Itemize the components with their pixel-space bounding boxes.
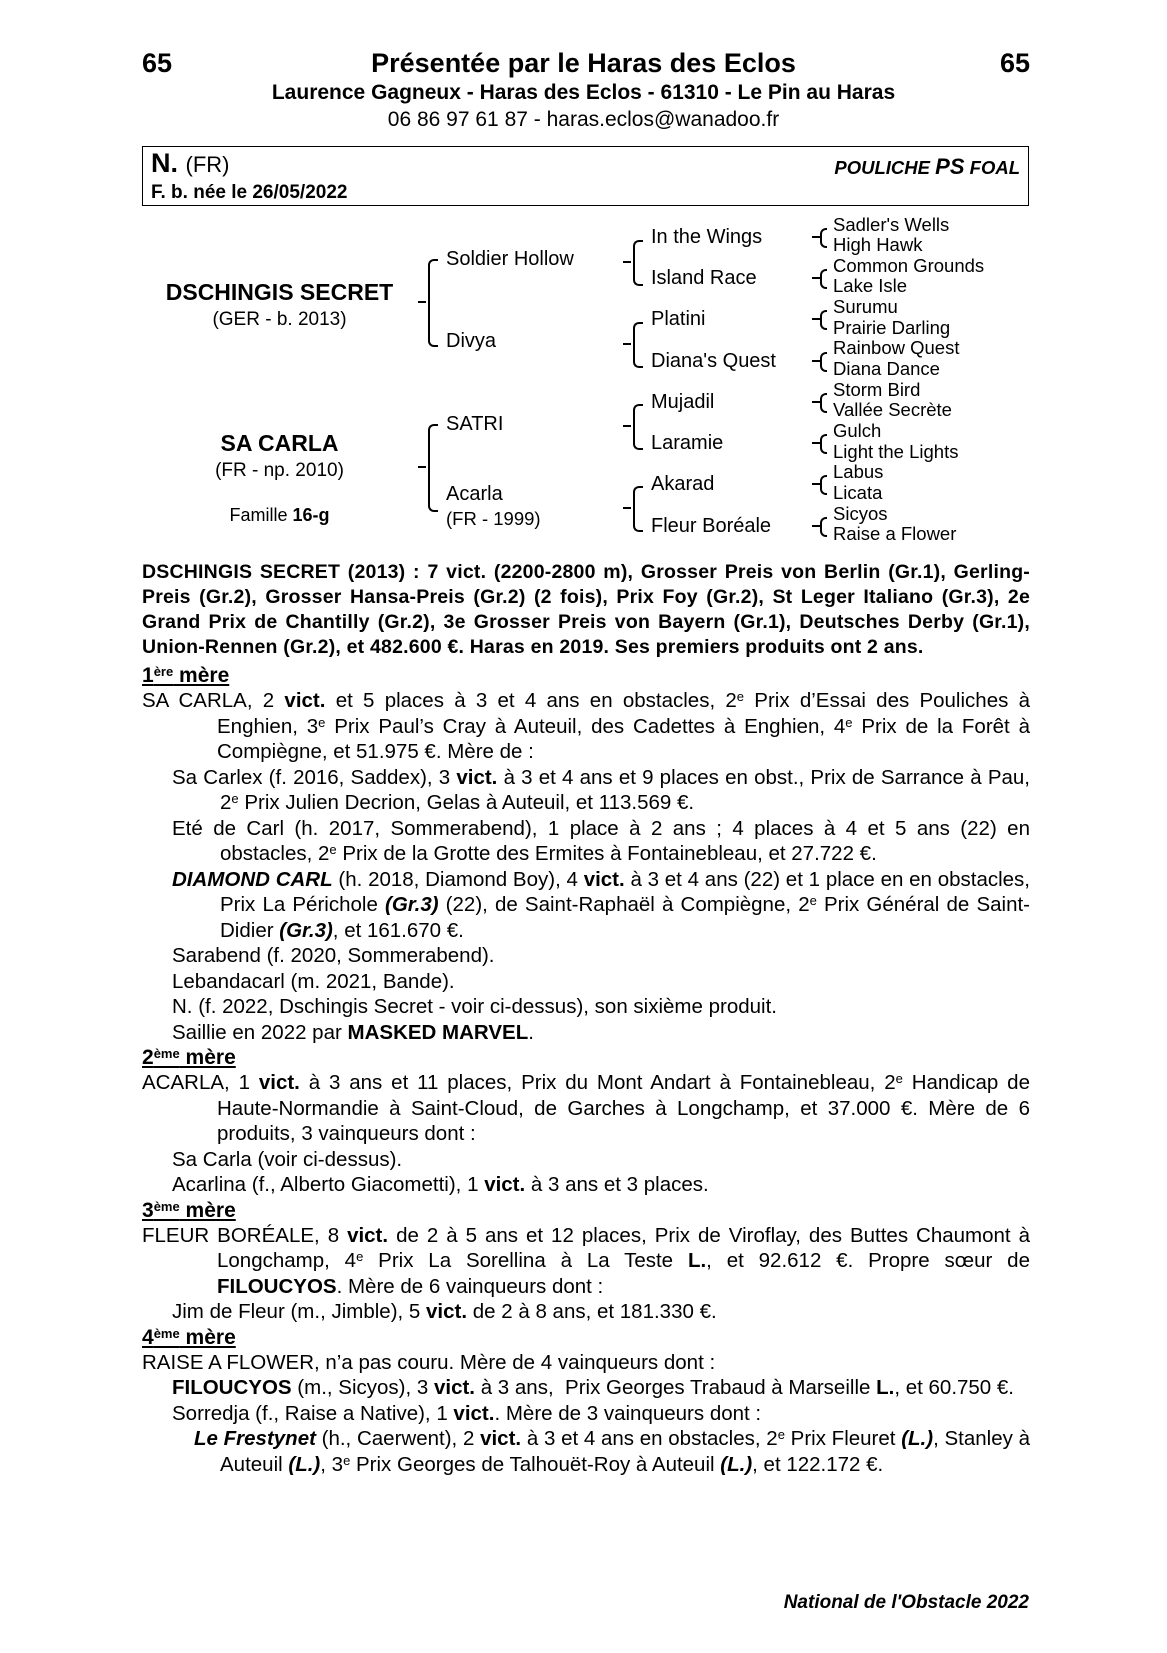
footer-catalog-name: National de l'Obstacle 2022: [783, 1592, 1029, 1613]
gen4-raise-a-flower: Raise a Flower: [833, 523, 957, 544]
gen4-vallee-secrete: Vallée Secrète: [833, 399, 952, 420]
gen2-acarla-info: (FR - 1999): [446, 508, 541, 529]
horse-birth: F. b. née le 26/05/2022: [151, 182, 348, 203]
brace-g3-7-tick: [812, 483, 820, 485]
brace-soldier-hollow-tick: [623, 261, 631, 263]
dam-sa-carla: SA CARLA, 2 vict. et 5 places à 3 et 4 ans en obstacles, 2e Prix d’Essai des Pouliches à Enghien, 3e Prix Paul’s Cray à Auteuil, des Cadettes à Enghien, 4e Prix de la Forêt à Compiègne, et 51.975 €. Mère de :: [142, 689, 1030, 763]
brace-divya: [633, 322, 643, 368]
horse-country: (FR): [185, 152, 230, 177]
brace-g3-7: [820, 475, 827, 495]
gen4-common-grounds: Common Grounds: [833, 255, 985, 276]
brace-g3-8: [820, 517, 827, 537]
brace-acarla: [633, 486, 643, 532]
breeder-address: Laurence Gagneux - Haras des Eclos - 61310 - Le Pin au Haras: [271, 81, 896, 104]
produce-n-2022: N. (f. 2022, Dschingis Secret - voir ci-dessus), son sixième produit.: [172, 995, 777, 1018]
granddam-acarla: ACARLA, 1 vict. à 3 ans et 11 places, Prix du Mont Andart à Fontainebleau, 2e Handicap de Haute-Normandie à Saint-Cloud, de Garches à Longchamp, et 37.000 €. Mère de 6 produits, 3 vainqueurs dont :: [142, 1071, 1030, 1145]
gen3-fleur-boreale: Fleur Boréale: [651, 515, 772, 537]
gen2-satri: SATRI: [446, 413, 504, 435]
covering-2022: Saillie en 2022 par MASKED MARVEL.: [172, 1020, 534, 1044]
gen4-high-hawk: High Hawk: [833, 234, 923, 255]
gen3-dianas-quest: Diana's Quest: [651, 350, 776, 372]
race-record: [142, 560, 1030, 1477]
gen3-in-the-wings: In the Wings: [651, 226, 763, 248]
dam-info: (FR - np. 2010): [215, 460, 344, 481]
horse-type-ps: PS: [935, 154, 965, 179]
brace-sire-tick: [418, 301, 426, 303]
box-top-border: [142, 146, 1029, 147]
horse-type-suffix: FOAL: [969, 157, 1020, 178]
brace-sire: [428, 259, 438, 347]
brace-g3-5-tick: [812, 401, 820, 403]
produce-jim-de-fleur: Jim de Fleur (m., Jimble), 5 vict. de 2 à 8 ans, et 181.330 €.: [172, 1300, 717, 1323]
section-4eme-mere: 4ème mère: [142, 1325, 236, 1349]
brace-g3-2: [820, 269, 827, 289]
gen4-licata: Licata: [833, 482, 883, 503]
brace-g3-1-tick: [812, 236, 820, 238]
gen3-mujadil: Mujadil: [651, 391, 715, 413]
produce-sorredja: Sorredja (f., Raise a Native), 1 vict.. Mère de 3 vainqueurs dont :: [172, 1401, 762, 1425]
gen4-sadlers-wells: Sadler's Wells: [833, 214, 950, 235]
produce-sa-carlex: Sa Carlex (f. 2016, Saddex), 3 vict. à 3 et 4 ans et 9 places en obst., Prix de Sarrance à Pau, 2e Prix Julien Decrion, Gelas à Auteuil, et 113.569 €.: [172, 765, 1030, 814]
brace-g3-1: [820, 228, 827, 248]
brace-g3-3: [820, 310, 827, 330]
brace-divya-tick: [623, 343, 631, 345]
brace-g3-6-tick: [812, 442, 820, 444]
brace-g3-6: [820, 434, 827, 454]
gen3-island-race: Island Race: [651, 267, 757, 289]
brace-satri-tick: [623, 425, 631, 427]
fourth-dam-raise-a-flower: RAISE A FLOWER, n’a pas couru. Mère de 4 vainqueurs dont :: [142, 1350, 716, 1374]
produce-sa-carla: Sa Carla (voir ci-dessus).: [172, 1147, 403, 1171]
breeder-contact: 06 86 97 61 87 - haras.eclos@wanadoo.fr: [387, 108, 780, 131]
horse-type: [834, 154, 1020, 180]
box-right-border: [1028, 147, 1029, 206]
gen2-divya: Divya: [446, 330, 497, 352]
section-1ere-mere: 1ère mère: [142, 664, 230, 687]
brace-dam-tick: [418, 466, 426, 468]
produce-acarlina: Acarlina (f., Alberto Giacometti), 1 vict. à 3 ans et 3 places.: [172, 1173, 709, 1196]
brace-g3-3-tick: [812, 318, 820, 320]
brace-soldier-hollow: [633, 240, 643, 286]
brace-g3-8-tick: [812, 525, 820, 527]
gen4-sicyos: Sicyos: [833, 503, 888, 524]
gen4-light-the-lights: Light the Lights: [833, 441, 959, 462]
gen4-surumu: Surumu: [833, 296, 898, 317]
gen4-storm-bird: Storm Bird: [833, 379, 921, 400]
dam-name: SA CARLA: [220, 430, 339, 456]
brace-satri: [633, 404, 643, 450]
lot-number-left: 65: [142, 48, 173, 78]
gen4-gulch: Gulch: [833, 420, 882, 441]
produce-sarabend: Sarabend (f. 2020, Sommerabend).: [172, 944, 495, 967]
page-title: Présentée par le Haras des Eclos: [371, 48, 796, 78]
produce-lebandacarl: Lebandacarl (m. 2021, Bande).: [172, 969, 455, 993]
gen4-lake-isle: Lake Isle: [833, 275, 908, 296]
sire-name: DSCHINGIS SECRET: [165, 279, 394, 305]
brace-g3-2-tick: [812, 277, 820, 279]
box-bottom-border: [142, 205, 1029, 206]
horse-name: N.: [151, 148, 178, 178]
brace-g3-4-tick: [812, 360, 820, 362]
produce-filoucyos: FILOUCYOS (m., Sicyos), 3 vict. à 3 ans, Prix Georges Trabaud à Marseille L., et 60.750 €.: [172, 1376, 1015, 1399]
brace-g3-4: [820, 352, 827, 372]
family-number: 16-g: [292, 505, 330, 525]
brace-acarla-tick: [623, 507, 631, 509]
horse-name-line: [151, 148, 230, 179]
gen4-rainbow-quest: Rainbow Quest: [833, 337, 960, 358]
produce-diamond-carl: DIAMOND CARL (h. 2018, Diamond Boy), 4 vict. à 3 et 4 ans (22) et 1 place en en obstacles, Prix La Périchole (Gr.3) (22), de Saint-Raphaël à Compiègne, 2e Prix Général de Saint-Didier (Gr.3), et 161.670 €.: [172, 867, 1030, 942]
gen4-diana-dance: Diana Dance: [833, 358, 940, 379]
brace-g3-5: [820, 393, 827, 413]
box-left-border: [142, 147, 143, 206]
gen3-akarad: Akarad: [651, 473, 715, 495]
lot-number-right: 65: [999, 48, 1030, 78]
gen2-acarla: Acarla: [446, 483, 503, 505]
gen2-soldier-hollow: Soldier Hollow: [446, 248, 574, 270]
dam-family: [157, 505, 402, 526]
section-2eme-mere: 2ème mère: [142, 1046, 236, 1069]
horse-type-prefix: POULICHE: [834, 157, 930, 178]
section-3eme-mere: 3ème mère: [142, 1198, 236, 1222]
gen4-labus: Labus: [833, 461, 884, 482]
sire-info: (GER - b. 2013): [212, 309, 347, 330]
brace-dam: [428, 424, 438, 512]
third-dam-fleur-boreale: FLEUR BORÉALE, 8 vict. de 2 à 5 ans et 12 places, Prix de Viroflay, des Buttes Chaumont à Longchamp, 4e Prix La Sorellina à La Teste L., et 92.612 €. Propre sœur de FILOUCYOS. Mère de 6 vainqueurs dont :: [142, 1223, 1030, 1298]
gen3-laramie: Laramie: [651, 432, 724, 454]
gen4-prairie-darling: Prairie Darling: [833, 317, 951, 338]
produce-ete-de-carl: Eté de Carl (h. 2017, Sommerabend), 1 place à 2 ans ; 4 places à 4 et 5 ans (22) en obstacles, 2e Prix de la Grotte des Ermites à Fontainebleau, et 27.722 €.: [172, 816, 1030, 865]
gen3-platini: Platini: [651, 308, 706, 330]
sire-summary: DSCHINGIS SECRET (2013) : 7 vict. (2200-2800 m), Grosser Preis von Berlin (Gr.1), Gerling-Preis (Gr.2), Grosser Hansa-Preis (Gr.2) (2 fois), Prix Foy (Gr.2), St Leger Italiano (Gr.3), 2e Grand Prix de Chantilly (Gr.2), 3e Grosser Preis von Bayern (Gr.1), Deutsches Derby (Gr.1), Union-Rennen (Gr.2), et 482.600 €. Haras en 2019. Ses premiers produits ont 2 ans.: [142, 561, 1030, 658]
family-label: Famille: [229, 505, 288, 525]
produce-le-frestynet: Le Frestynet (h., Caerwent), 2 vict. à 3 et 4 ans en obstacles, 2e Prix Fleuret (L.), Stanley à Auteuil (L.), 3e Prix Georges de Talhouët-Roy à Auteuil (L.), et 122.172 €.: [194, 1427, 1030, 1476]
